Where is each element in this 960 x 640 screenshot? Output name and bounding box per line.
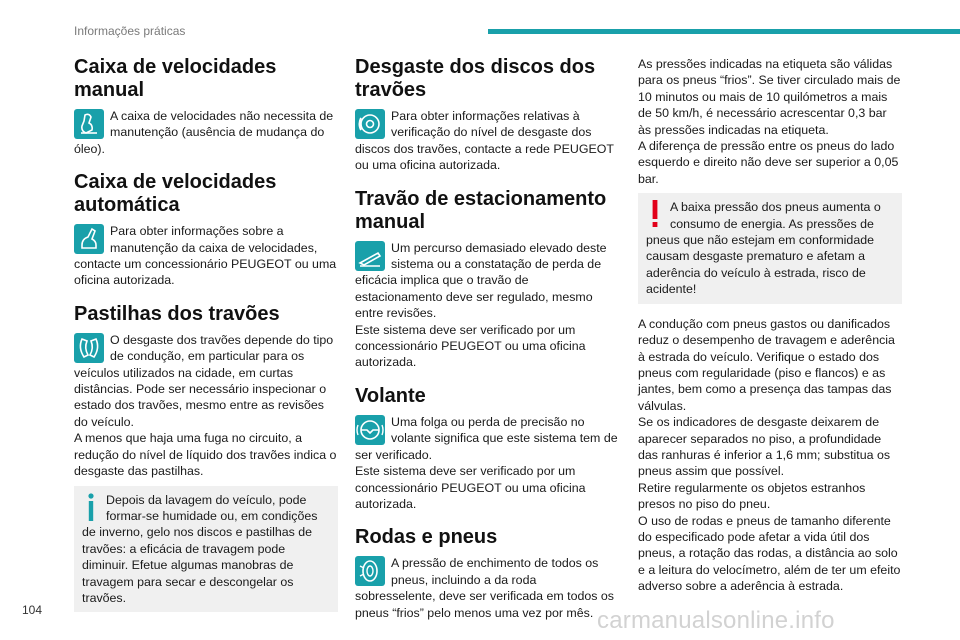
column-3 — [638, 56, 902, 595]
brake-pads-icon — [74, 333, 104, 363]
paragraph-parking-brake-check: Este sistema deve ser verificado por um concessionário PEUGEOT ou uma oficina autorizada. — [355, 322, 586, 370]
text-manual-gearbox: A caixa de velocidades não necessita de manutenção (ausência de mudança do óleo). — [74, 109, 334, 156]
parking-brake-icon — [355, 241, 385, 271]
brake-disc-icon — [355, 109, 385, 139]
running-header: Informações práticas — [74, 24, 186, 38]
paragraph-steering-check: Este sistema deve ser verificado por um concessionário PEUGEOT ou uma oficina autorizada. — [355, 464, 586, 511]
heading-automatic-gearbox: Caixa de velocidades automática — [74, 171, 277, 217]
info-note — [74, 486, 338, 613]
paragraph-automatic-gearbox — [74, 223, 338, 289]
heading-wheels-tyres: Rodas e pneus — [355, 526, 498, 549]
section-wheels-tyres — [355, 526, 619, 621]
text-parking-brake: Um percurso demasiado elevado deste sistema ou a constatação de perda de eficácia implica que o travão de estacionamento deve ser regulado, mesmo entre revisões. — [355, 240, 607, 321]
paragraph-worn-tyres: A condução com pneus gastos ou danificados reduz o desempenho de travagem e aderência à estrada do veículo. Verifique o estado dos pneus com regularidade (piso e flancos) e as jantes, bem como a presença das tampas das válvulas. — [638, 316, 895, 413]
text-automatic-gearbox: Para obter informações sobre a manutenção da caixa de velocidades, contacte um concessionário PEUGEOT ou uma oficina autorizada. — [74, 224, 337, 288]
heading-manual-gearbox: Caixa de velocidades manual — [74, 56, 277, 101]
heading-steering: Volante — [355, 384, 426, 407]
info-icon — [84, 492, 98, 522]
section-automatic-gearbox — [74, 171, 338, 289]
warning-note-text: A baixa pressão dos pneus aumenta o consumo de energia. As pressões de pneus que não estejam em conformidade causam desgaste prematuro e afetam a aderência do veículo à estrada, risco de acidente! — [646, 200, 881, 297]
text-steering: Uma folga ou perda de precisão no volante significa que este sistema tem de ser verificado. — [355, 414, 618, 462]
paragraph-parking-brake — [355, 240, 619, 322]
header-accent-bar — [488, 29, 960, 34]
heading-brake-pads: Pastilhas dos travões — [74, 302, 280, 325]
heading-parking-brake: Travão de estacionamento manual — [355, 187, 607, 233]
paragraph-brake-discs — [355, 108, 619, 174]
text-brake-pads: O desgaste dos travões depende do tipo de condução, em particular para os veículos utilizados na cidade, em curtas distâncias. Pode ser necessário inspecionar o estado dos travões, mesmo entre as revisões do veículo. — [74, 332, 334, 429]
section-parking-brake — [355, 188, 619, 371]
paragraph-foreign-objects: Retire regularmente os objetos estranhos presos no piso do pneu. — [638, 480, 866, 512]
section-steering — [355, 385, 619, 512]
text-wheels-tyres: A pressão de enchimento de todos os pneus, incluindo a da roda sobresselente, deve ser verificada em todos os pneus “frios” pelo menos uma vez por mês. — [355, 556, 614, 620]
column-2 — [355, 56, 619, 635]
column-1 — [74, 56, 338, 626]
text-brake-discs: Para obter informações relativas à verificação do nível de desgaste dos discos dos travões, contacte a rede PEUGEOT ou uma oficina autorizada. — [355, 109, 614, 173]
info-note-text: Depois da lavagem do veículo, pode formar-se humidade ou, em condições de inverno, gelo nos discos e pastilhas de travões: a eficácia de travagem pode diminuir. Efetue algumas manobras de travagem para secar e descongelar os travões. — [82, 492, 318, 605]
section-manual-gearbox — [74, 56, 338, 157]
paragraph-pressure-difference: A diferença de pressão entre os pneus do lado esquerdo e direito não deve ser superior a 0,05 bar. — [638, 139, 899, 186]
automatic-gearbox-icon — [74, 224, 104, 254]
section-brake-discs — [355, 56, 619, 174]
paragraph-wheels-tyres — [355, 555, 619, 621]
paragraph-brake-fluid: A menos que haja uma fuga no circuito, a redução do nível de líquido dos travões indica o desgaste das pastilhas. — [74, 431, 337, 479]
tyre-icon — [355, 556, 385, 586]
warning-icon — [648, 199, 662, 229]
watermark: carmanualsonline.info — [597, 607, 835, 634]
steering-wheel-icon — [355, 415, 385, 445]
page-number: 104 — [22, 603, 43, 617]
heading-brake-discs: Desgaste dos discos dos travões — [355, 56, 596, 101]
section-brake-pads — [74, 303, 338, 613]
paragraph-tyre-pressures: As pressões indicadas na etiqueta são válidas para os pneus “frios”. Se tiver circulado mais de 10 minutos ou mais de 10 quilómetros a mais de 50 km/h, é necessário acrescentar 0,3 bar às pressões indicadas na etiqueta. — [638, 57, 901, 137]
paragraph-brake-pads — [74, 332, 338, 430]
paragraph-manual-gearbox — [74, 108, 338, 157]
paragraph-wear-indicators: Se os indicadores de desgaste deixarem de aparecer separados no piso, a profundidade das ranhuras é inferior a 1,6 mm; substitua os pneus assim que possível. — [638, 415, 891, 479]
paragraph-tyre-size: O uso de rodas e pneus de tamanho diferente do especificado pode afetar a vida útil dos pneus, a rotação das rodas, a distância ao solo e a leitura do velocímetro, além de ter um efeito adverso sobre a aderência à estrada. — [638, 513, 901, 594]
warning-note — [638, 193, 902, 303]
paragraph-steering — [355, 414, 619, 463]
manual-gearbox-icon — [74, 109, 104, 139]
